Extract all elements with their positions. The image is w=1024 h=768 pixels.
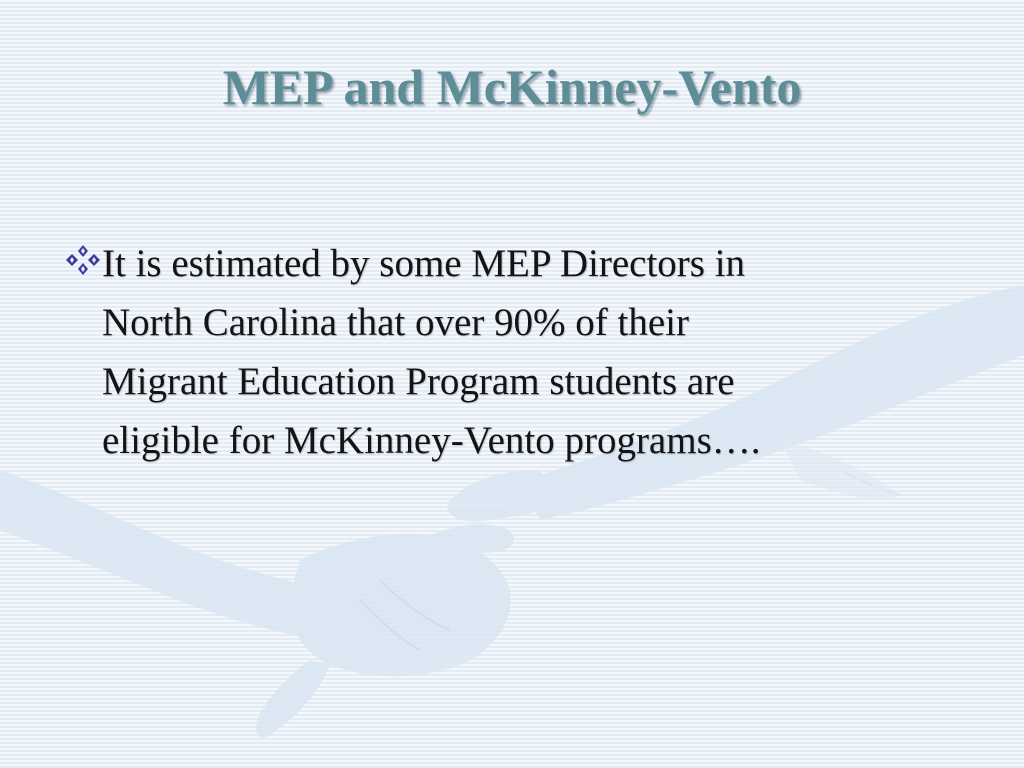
- bullet-line: Migrant Education Program students are: [102, 360, 735, 403]
- bullet-line: It is estimated by some MEP Directors in: [102, 242, 746, 285]
- bullet-line: North Carolina that over 90% of their: [102, 301, 689, 344]
- bullet-text: [102, 234, 962, 470]
- diamond-bullet-icon: [66, 243, 100, 277]
- bullet-line: eligible for McKinney-Vento programs….: [102, 419, 761, 462]
- slide-title: MEP and McKinney-Vento: [222, 59, 802, 115]
